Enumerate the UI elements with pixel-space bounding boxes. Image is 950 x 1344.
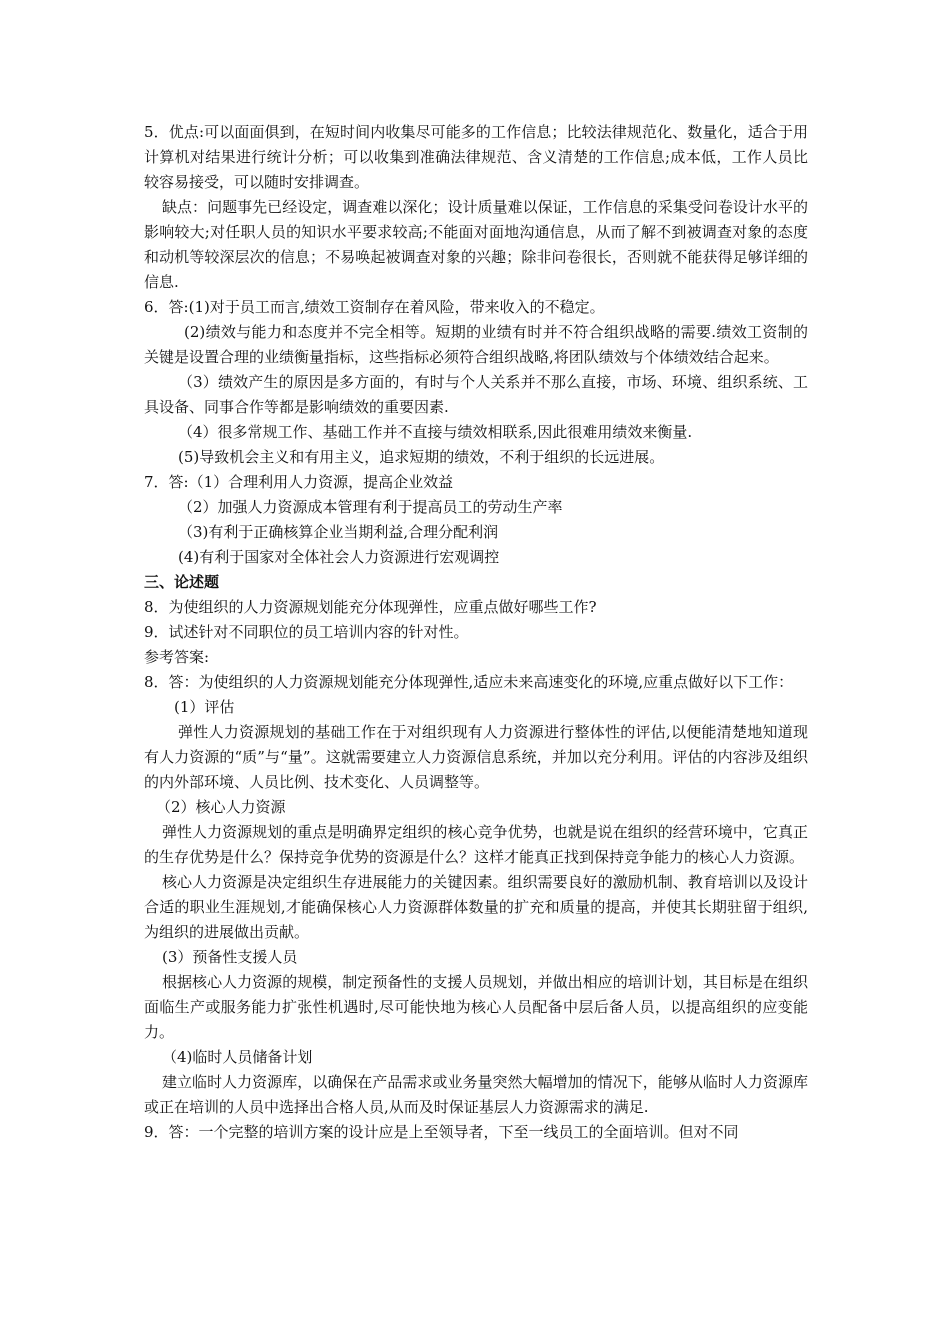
answer-8-paragraph-2: 弹性人力资源规划的重点是明确界定组织的核心竞争优势，也就是说在组织的经营环境中，它真正的生存优势是什么？保持竞争优势的资源是什么？这样才能真正找到保持竞争能力的核心人力资源。 bbox=[144, 823, 808, 866]
answer-7-item-3: （3)有利于正确核算企业当期利益,合理分配利润 bbox=[178, 523, 499, 541]
answer-6-item-5: (5)导致机会主义和有用主义，追求短期的绩效，不利于组织的长远进展。 bbox=[178, 448, 665, 466]
answer-6-item-4: （4）很多常规工作、基础工作并不直接与绩效相联系,因此很难用绩效来衡量. bbox=[178, 423, 693, 441]
answer-8-paragraph-3: 核心人力资源是决定组织生存进展能力的关键因素。组织需要良好的激励机制、教育培训以及设计合适的职业生涯规划,才能确保核心人力资源群体数量的扩充和质量的提高，并使其长期驻留于组织,为组织的进展做出贡献。 bbox=[144, 873, 808, 941]
question-9: 9．试述针对不同职位的员工培训内容的针对性。 bbox=[144, 623, 469, 641]
answer-8-subheading-1: (1）评估 bbox=[174, 698, 235, 716]
answer-6-item-3: （3）绩效产生的原因是多方面的，有时与个人关系并不那么直接，市场、环境、组织系统、工具设备、同事合作等都是影响绩效的重要因素. bbox=[144, 373, 808, 416]
section-heading-essay: 三、论述题 bbox=[144, 573, 220, 591]
answer-5-advantages: 5．优点:可以面面俱到，在短时间内收集尽可能多的工作信息；比较法律规范化、数量化，适合于用计算机对结果进行统计分析；可以收集到准确法律规范、含义清楚的工作信息;成本低，工作人员比较容易接受，可以随时安排调查。 bbox=[144, 123, 808, 191]
answer-8-subheading-3: (3）预备性支援人员 bbox=[162, 948, 298, 966]
answer-8-subheading-2: （2）核心人力资源 bbox=[156, 798, 286, 816]
answer-6-item-2: (2)绩效与能力和态度并不完全相等。短期的业绩有时并不符合组织战略的需要.绩效工资制的关键是设置合理的业绩衡量指标，这些指标必须符合组织战略,将团队绩效与个体绩效结合起来。 bbox=[144, 323, 808, 366]
reference-answers-label: 参考答案: bbox=[144, 648, 210, 666]
answer-6-item-1: 6．答:(1)对于员工而言,绩效工资制存在着风险，带来收入的不稳定。 bbox=[144, 298, 605, 316]
answer-8-paragraph-1: 弹性人力资源规划的基础工作在于对组织现有人力资源进行整体性的评估,以便能清楚地知道现有人力资源的“质”与“量”。这就需要建立人力资源信息系统，并加以充分利用。评估的内容涉及组织的内外部环境、人员比例、技术变化、人员调整等。 bbox=[144, 723, 808, 791]
question-8: 8．为使组织的人力资源规划能充分体现弹性，应重点做好哪些工作? bbox=[144, 598, 597, 616]
answer-7-item-2: （2）加强人力资源成本管理有利于提高员工的劳动生产率 bbox=[178, 498, 563, 516]
document-body bbox=[144, 120, 808, 1145]
answer-8-paragraph-4: 根据核心人力资源的规模，制定预备性的支援人员规划，并做出相应的培训计划，其目标是在组织面临生产或服务能力扩张性机遇时,尽可能快地为核心人员配备中层后备人员，以提高组织的应变能力。 bbox=[144, 973, 808, 1041]
answer-8-subheading-4: （4)临时人员储备计划 bbox=[162, 1048, 313, 1066]
answer-7-item-1: 7．答:（1）合理利用人力资源，提高企业效益 bbox=[144, 473, 454, 491]
answer-8-paragraph-5: 建立临时人力资源库，以确保在产品需求或业务量突然大幅增加的情况下，能够从临时人力资源库或正在培训的人员中选择出合格人员,从而及时保证基层人力资源需求的满足. bbox=[144, 1073, 808, 1116]
answer-8-intro: 8．答：为使组织的人力资源规划能充分体现弹性,适应未来高速变化的环境,应重点做好以下工作： bbox=[144, 673, 794, 691]
answer-5-disadvantages: 缺点：问题事先已经设定，调查难以深化；设计质量难以保证，工作信息的采集受问卷设计水平的影响较大;对任职人员的知识水平要求较高;不能面对面地沟通信息，从而了解不到被调查对象的态度和动机等较深层次的信息；不易唤起被调查对象的兴趣；除非问卷很长，否则就不能获得足够详细的信息. bbox=[144, 198, 808, 291]
answer-9-start: 9．答：一个完整的培训方案的设计应是上至领导者，下至一线员工的全面培训。但对不同 bbox=[144, 1123, 739, 1141]
answer-7-item-4: (4)有利于国家对全体社会人力资源进行宏观调控 bbox=[178, 548, 500, 566]
